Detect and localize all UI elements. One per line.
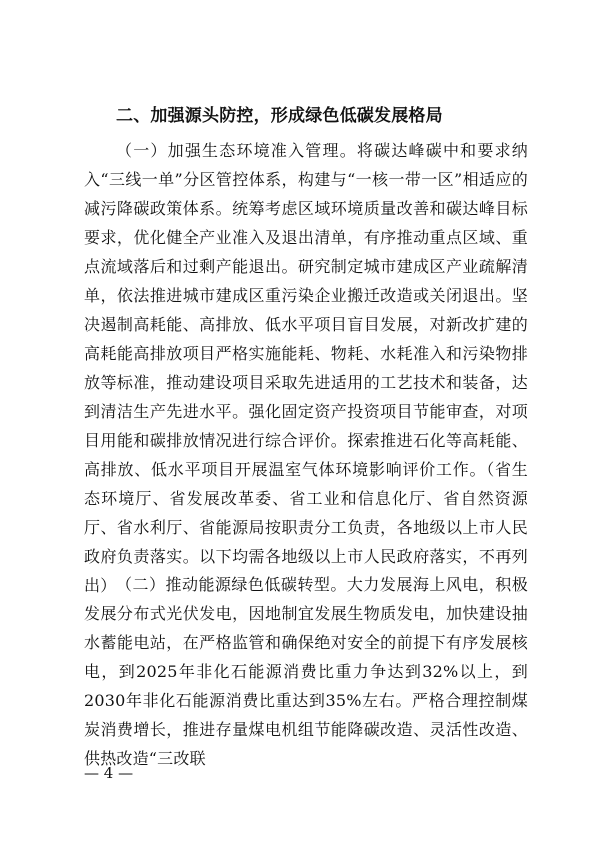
paragraph-body: 将碳达峰碳中和要求纳入“三线一单”分区管控体系，构建与“一核一带一区”相适应的减污降碳政策体系。统筹考虑区域环境质量改善和碳达峰目标要求，优化健全产业准入及退出清单，有序推动重点区域、重点流域落后和过剩产能退出。研究制定城市建成区产业疏解清单，依法推进城市建成区重污染企业搬迁改造或关闭退出。坚决遏制高耗能、高排放、低水平项目盲目发展，对新改扩建的高耗能高排放项目严格实施能耗、物耗、水耗准入和污染物排放等标准，推动建设项目采取先进适用的工艺技术和装备，达到清洁生产先进水平。强化固定资产投资项目节能审查，对项目用能和碳排放情况进行综合评价。探索推进石化等高耗能、高排放、低水平项目开展温室气体环境影响评价工作。（省生态环境厅、省发展改革委、省工业和信息化厅、省自然资源厅、省水利厅、省能源局按职责分工负责，各地级以上市人民政府负责落实。以下均需各地级以上市人民政府落实，不再列出） [84, 141, 528, 595]
paragraph-energy-transition [84, 570, 528, 773]
section-heading: 二、加强源头防控，形成绿色低碳发展格局 [116, 106, 443, 126]
paragraph-environmental-access [84, 136, 528, 600]
paragraph-lead: （二）推动能源绿色低碳转型。 [116, 575, 347, 594]
paragraph-lead: （一）加强生态环境准入管理。 [116, 141, 357, 160]
paragraph-body: 大力发展海上风电，积极发展分布式光伏发电，因地制宜发展生物质发电，加快建设抽水蓄能电站，在严格监管和确保绝对安全的前提下有序发展核电，到2025年非化石能源消费比重力争达到32%以上，到2030年非化石能源消费比重达到35%左右。严格合理控制煤炭消费增长，推进存量煤电机组节能降碳改造、灵活性改造、供热改造“三改联 [84, 575, 528, 768]
page-number: — 4 — [84, 764, 134, 782]
